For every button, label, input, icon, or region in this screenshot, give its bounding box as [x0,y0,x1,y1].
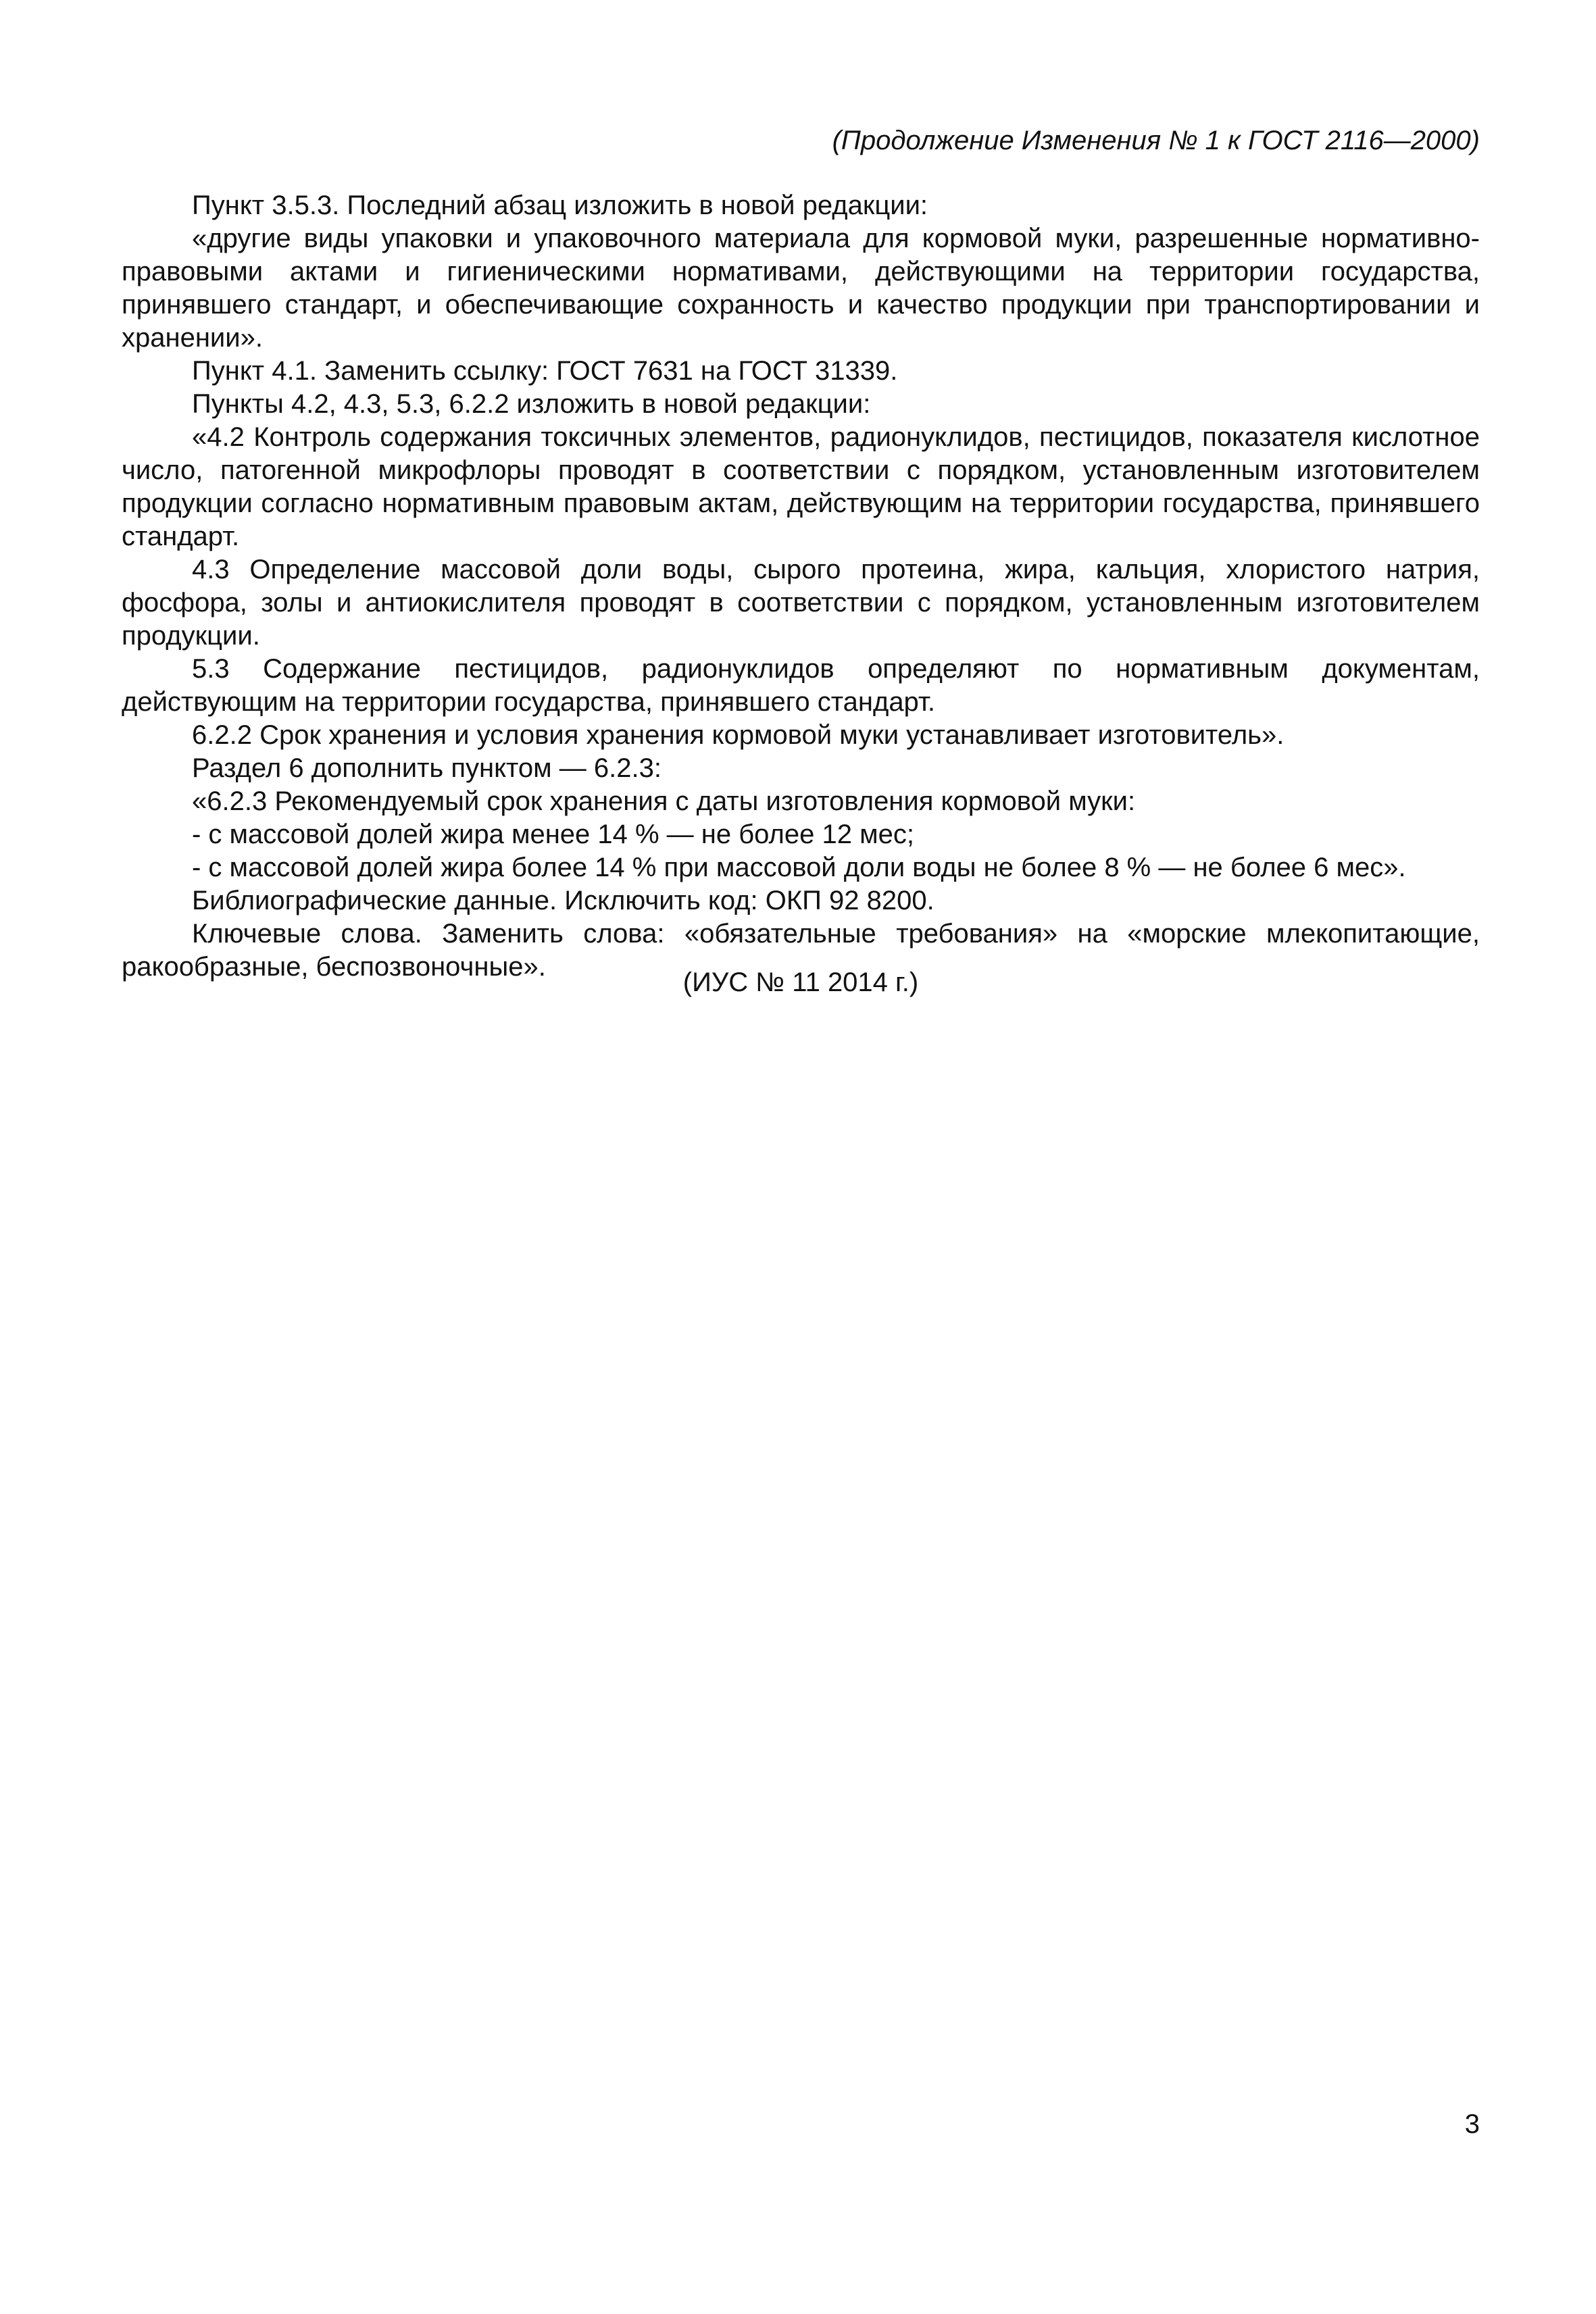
paragraph: - с массовой долей жира более 14 % при массовой доли воды не более 8 % — не более 6 мес». [192,853,1406,882]
paragraph: «другие виды упаковки и упаковочного материала для кормовой муки, разрешенные нормативно-правовыми актами и гигиеническими нормативами, действующими на территории государства, принявшего стандарт, и обеспечивающие сохранность и качество продукции при транспортировании и хранении». [122,224,1480,353]
paragraph: Раздел 6 дополнить пунктом — 6.2.3: [192,753,662,783]
paragraph: Библиографические данные. Исключить код: ОКП 92 8200. [192,886,934,915]
running-header: (Продолжение Изменения № 1 к ГОСТ 2116—2000) [832,126,1480,155]
paragraph: Пункт 4.1. Заменить ссылку: ГОСТ 7631 на ГОСТ 31339. [192,356,898,386]
paragraph: 6.2.2 Срок хранения и условия хранения кормовой муки устанавливает изготовитель». [192,720,1285,750]
paragraph: 5.3 Содержание пестицидов, радионуклидов определяют по нормативным документам, действующим на территории государства, принявшего стандарт. [122,654,1480,717]
paragraph: - с массовой долей жира менее 14 % — не более 12 мес; [192,820,914,849]
page-number: 3 [1464,2109,1480,2139]
paragraph: «6.2.3 Рекомендуемый срок хранения с даты изготовления кормовой муки: [192,786,1136,816]
paragraph: Пункт 3.5.3. Последний абзац изложить в новой редакции: [192,191,928,220]
ius-reference: (ИУС № 11 2014 г.) [682,967,919,997]
paragraph: 4.3 Определение массовой доли воды, сырого протеина, жира, кальция, хлористого натрия, фосфора, золы и антиокислителя проводят в соответствии с порядком, установленным изготовителем продукции. [122,555,1480,651]
document-body [122,189,1480,984]
paragraph: «4.2 Контроль содержания токсичных элементов, радионуклидов, пестицидов, показателя кислотное число, патогенной микрофлоры проводят в соответствии с порядком, установленным изготовителем продукции согласно нормативным правовым актам, действующим на территории государства, принявшего стандарт. [122,422,1480,551]
paragraph: Ключевые слова. Заменить слова: «обязательные требования» на «морские млекопитающие, ракообразные, беспозвоночные». [122,919,1480,982]
paragraph: Пункты 4.2, 4.3, 5.3, 6.2.2 изложить в новой редакции: [192,389,871,419]
